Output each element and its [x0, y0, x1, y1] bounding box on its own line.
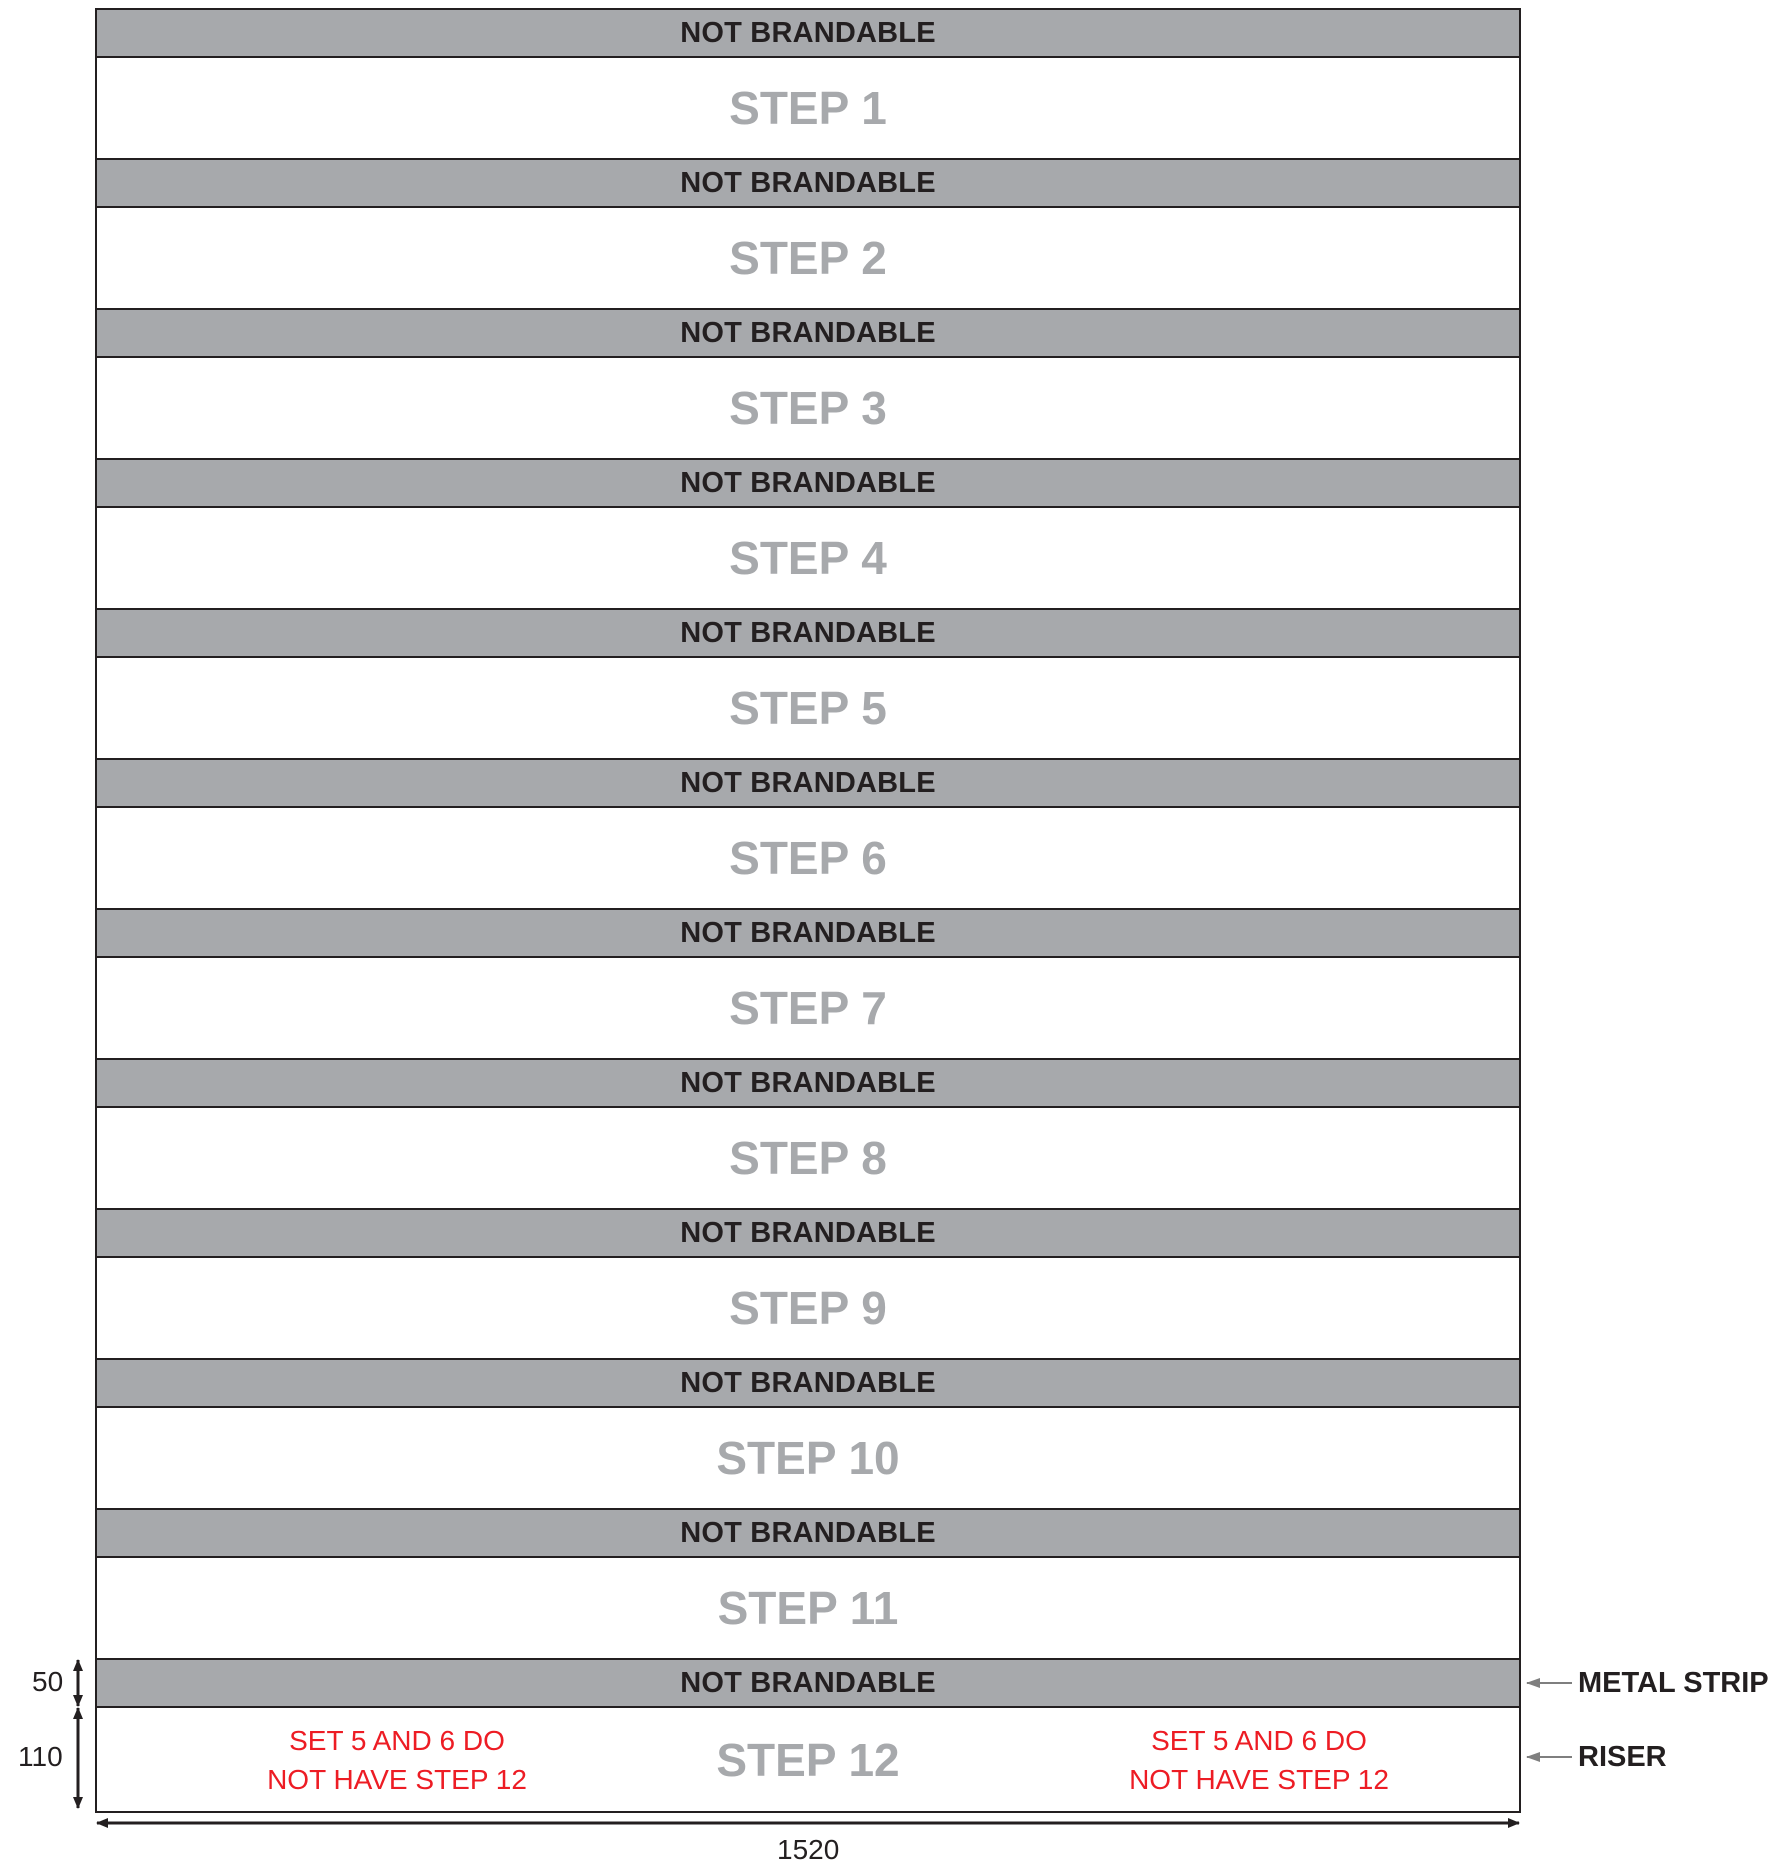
riser-height-label: 110 [18, 1741, 63, 1772]
strip-label: NOT BRANDABLE [680, 466, 936, 499]
strip-label: NOT BRANDABLE [680, 1366, 936, 1399]
note-right-line-2: NOT HAVE STEP 12 [1129, 1763, 1389, 1795]
step-label: STEP 3 [729, 382, 887, 434]
step-label: STEP 12 [716, 1733, 900, 1786]
strip-height-label: 50 [32, 1666, 64, 1697]
strip-label: NOT BRANDABLE [680, 16, 936, 49]
strip-label: NOT BRANDABLE [680, 616, 936, 649]
step-label: STEP 6 [729, 832, 887, 884]
step-label: STEP 8 [729, 1132, 887, 1184]
riser-callout: RISER [1578, 1741, 1667, 1773]
metal-strip-callout: METAL STRIP [1578, 1667, 1769, 1699]
strip-label: NOT BRANDABLE [680, 1216, 936, 1249]
note-right-line-1: SET 5 AND 6 DO [1151, 1724, 1367, 1756]
strip-label: NOT BRANDABLE [680, 916, 936, 949]
strip-label: NOT BRANDABLE [680, 316, 936, 349]
step-label: STEP 5 [729, 682, 887, 734]
width-label: 1520 [777, 1834, 840, 1865]
strip-label: NOT BRANDABLE [680, 166, 936, 199]
strip-label: NOT BRANDABLE [680, 1666, 936, 1699]
step-label: STEP 9 [729, 1282, 887, 1334]
step-label: STEP 4 [729, 532, 887, 584]
step-label: STEP 1 [729, 82, 887, 134]
step-label: STEP 2 [729, 232, 887, 284]
strip-label: NOT BRANDABLE [680, 1066, 936, 1099]
step-label: STEP 10 [716, 1432, 900, 1484]
strip-label: NOT BRANDABLE [680, 766, 936, 799]
note-left-line-2: NOT HAVE STEP 12 [267, 1763, 527, 1795]
note-left-line-1: SET 5 AND 6 DO [289, 1724, 505, 1756]
step-label: STEP 7 [729, 982, 887, 1034]
step-label: STEP 11 [717, 1582, 899, 1634]
strip-label: NOT BRANDABLE [680, 1516, 936, 1549]
